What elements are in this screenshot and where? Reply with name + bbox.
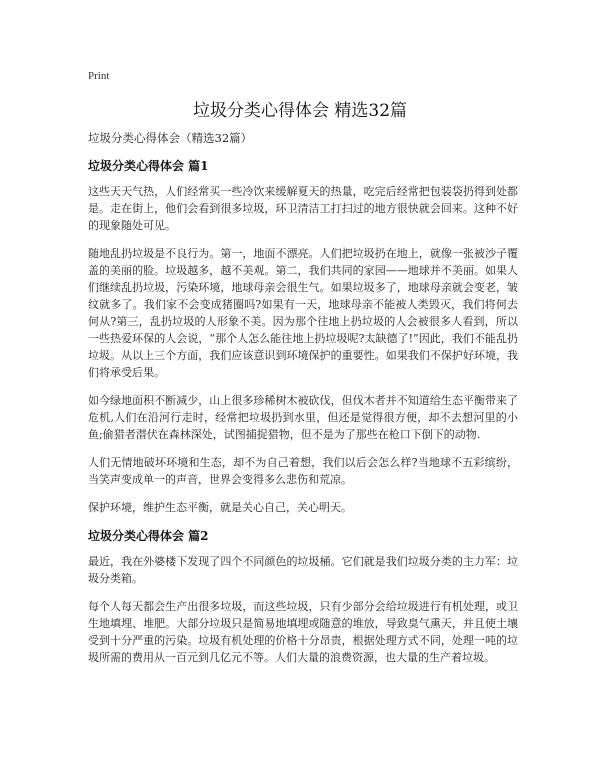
print-label[interactable]: Print (88, 70, 110, 82)
paragraph: 保护环境，维护生态平衡，就是关心自己，关心明天。 (88, 501, 352, 514)
paragraph: 最近，我在外婆楼下发现了四个不同颜色的垃圾桶。它们就是我们垃圾分类的主力军：垃圾分类箱。 (88, 555, 518, 585)
paragraph: 如今绿地面积不断减少，山上很多珍稀树木被砍伐，但伐木者并不知道给生态平衡带来了危机,人们在沿河行走时，经常把垃圾扔到水里，但还是觉得很方便，却不去想河里的小鱼;偷猎者潜伏在森林深处，试图捕捉猎物，但不是为了那些在枪口下倒下的动物. (88, 394, 518, 441)
paragraph: 随地乱扔垃圾是不良行为。第一，地面不漂亮。人们把垃圾扔在地上，就像一张被沙子覆盖的美丽的脸。垃圾越多，越不美观。第二，我们共同的家园——地球并不美丽。如果人们继续乱扔垃圾，污染环境，地球母亲会很生气。如果垃圾多了，地球母亲就会变老，皱纹就多了。我们家不会变成猪圈吗?如果有一天，地球母亲不能被人类毁灭，我们将何去何从?第三，乱扔垃圾的人形象不美。因为那个往地上扔垃圾的人会被很多人看到，所以一些热爱环保的人会说，“那个人怎么能往地上扔垃圾呢?太缺德了!”因此，我们不能乱扔垃圾。从以上三个方面，我们应该意识到环境保护的重要性。如果我们不保护好环境，我们将承受后果。 (88, 247, 518, 379)
paragraph: 每个人每天都会生产出很多垃圾，而这些垃圾，只有少部分会给垃圾进行有机处理，或卫生地填埋、堆肥。大部分垃圾只是简易地填埋或随意的堆放，导致臭气熏天，并且使土壤受到十分严重的污染。垃圾有机处理的价格十分昂贵，根据处理方式不同，处理一吨的垃圾所需的费用从一百元到几亿元不等。人们大量的浪费资源，也大量的生产着垃圾。 (88, 600, 518, 664)
document-body (88, 130, 518, 677)
document-title: 垃圾分类心得体会 精选32篇 (192, 101, 408, 121)
section-heading: 垃圾分类心得体会 篇2 (88, 529, 209, 543)
paragraph: 人们无情地破坏环境和生态，却不为自己着想，我们以后会怎么样?当地球不五彩缤纷，当笑声变成单一的声音，世界会变得多么悲伤和荒凉。 (88, 456, 518, 486)
section-heading: 垃圾分类心得体会 篇1 (88, 159, 209, 173)
paragraph: 这些天天气热，人们经常买一些冷饮来缓解夏天的热量，吃完后经常把包装袋扔得到处都是。走在街上，他们会看到很多垃圾，环卫清洁工打扫过的地方很快就会回来。这种不好的现象随处可见。 (88, 185, 518, 232)
section-2 (88, 527, 518, 666)
document-subtitle: 垃圾分类心得体会（精选32篇） (88, 131, 253, 145)
section-1 (88, 157, 518, 516)
